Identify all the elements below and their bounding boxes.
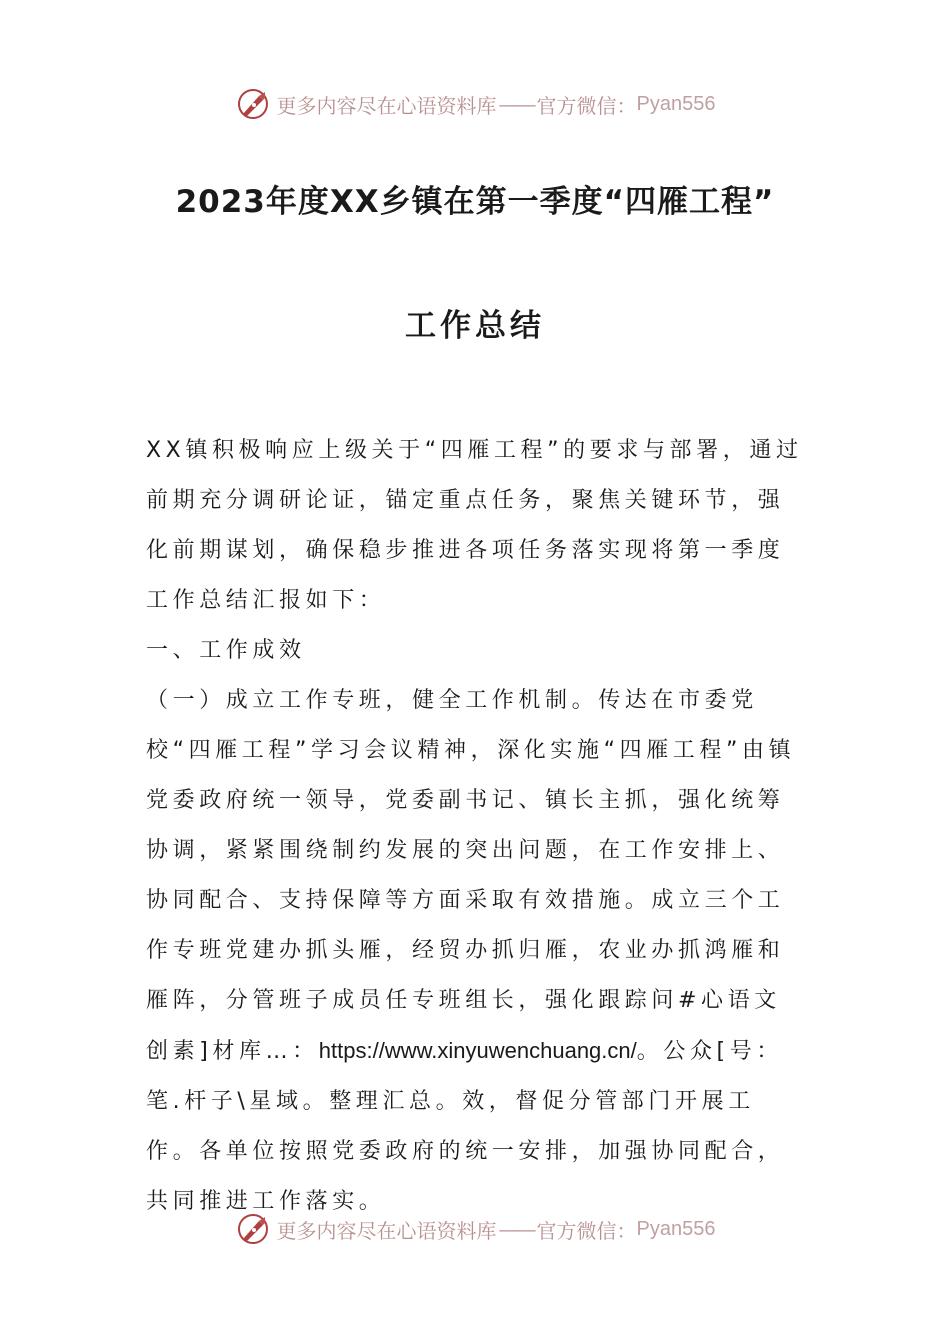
watermark-wechat-label: 官方微信： (536, 1218, 637, 1243)
document-title-line1: 2023年度XX乡镇在第一季度“四雁工程” (175, 184, 775, 220)
watermark-text: 更多内容尽在心语资料库 (276, 93, 497, 118)
watermark-wechat-label: 官方微信： (536, 93, 637, 118)
paragraph-1 (146, 676, 806, 1227)
paragraph-1-text: （一）成立工作专班，健全工作机制。传达在市委党校“四雁工程”学习会议精神，深化实施“四雁工程”由镇党委政府统一领导，党委副书记、镇长主抓，强化统筹协调，紧紧围绕制约发展的突出问题，在工作安排上、协同配合、支持保障等方面采取有效措施。成立三个工作专班党建办抓头雁，经贸办抓归雁，农业办抓鸿雁和雁阵，分管班子成员任专班组长，强化跟踪问#心语文创素]材库…： (146, 688, 796, 1064)
intro-paragraph: XX镇积极响应上级关于“四雁工程”的要求与部署，通过前期充分调研论证，锚定重点任务，聚焦关键环节，强化前期谋划，确保稳步推进各项任务落实现将第一季度工作总结汇报如下： (146, 438, 803, 613)
pen-nib-logo-icon (235, 1211, 271, 1247)
document-body (146, 426, 806, 1227)
footer-watermark-banner (0, 1209, 950, 1249)
watermark-text: 更多内容尽在心语资料库 (276, 1218, 497, 1243)
document-title-line2: 工作总结 (405, 308, 545, 344)
website-link[interactable]: https://www.xinyuwenchuang.cn/ (318, 1038, 637, 1063)
watermark-separator: —— (498, 1217, 535, 1241)
watermark-wechat-id: Pyan556 (636, 92, 716, 115)
section-heading: 一、工作成效 (146, 638, 306, 663)
pen-nib-logo-icon (235, 86, 271, 122)
watermark-separator: —— (498, 92, 535, 116)
paragraph-1-text-continued: 。公众[号：笔.杆子\星域。整理汇总。效，督促分管部门开展工作。各单位按照党委政府的统一安排，加强协同配合，共同推进工作落实。 (146, 1039, 785, 1214)
watermark-wechat-id: Pyan556 (636, 1217, 716, 1240)
header-watermark-banner (0, 84, 950, 124)
